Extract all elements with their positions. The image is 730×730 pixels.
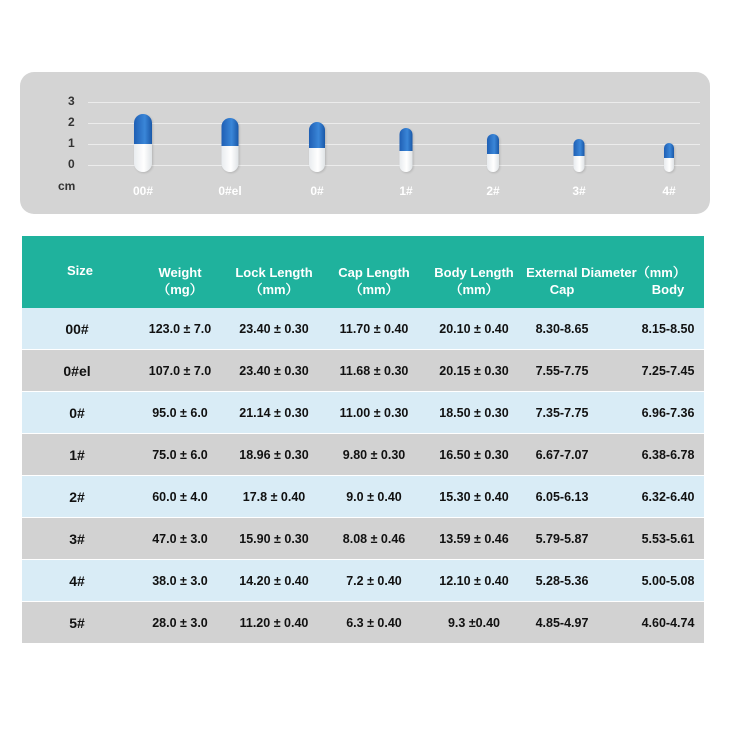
cell-lock-length: 23.40 ± 0.30 (239, 322, 309, 336)
table-body (22, 308, 704, 644)
cell-ext-diameter-cap: 6.05-6.13 (535, 490, 589, 504)
cell-lock-length: 21.14 ± 0.30 (239, 406, 309, 420)
cell-weight: 47.0 ± 3.0 (152, 532, 208, 546)
cell-cap-length: 9.80 ± 0.30 (342, 448, 406, 462)
cell-body-length: 20.15 ± 0.30 (439, 364, 509, 378)
header-weight-label: Weight (158, 265, 202, 280)
header-cap-length-label: Cap Length (338, 265, 410, 280)
table-row (22, 392, 704, 434)
capsule-body (309, 148, 325, 172)
cell-lock-length: 15.90 ± 0.30 (239, 532, 309, 546)
capsule-item (123, 72, 163, 214)
cell-ext-diameter-body: 6.32-6.40 (641, 490, 695, 504)
cell-ext-diameter-body: 8.15-8.50 (641, 322, 695, 336)
cell-size: 0# (69, 405, 85, 421)
cell-ext-diameter-body: 6.96-7.36 (641, 406, 695, 420)
header-lock-length-label: Lock Length (235, 265, 313, 280)
cell-lock-length: 18.96 ± 0.30 (239, 448, 309, 462)
capsule-illustration (574, 139, 585, 172)
header-body-length-unit: （mm） (449, 282, 499, 297)
capsule-item (559, 72, 599, 214)
capsule-cap (487, 134, 499, 154)
header-body-length-label: Body Length (434, 265, 514, 280)
header-size: Size (66, 263, 93, 278)
cell-lock-length: 11.20 ± 0.40 (239, 616, 309, 630)
capsule-cap (222, 118, 239, 146)
capsule-size-label: 0# (310, 184, 324, 198)
cell-body-length: 16.50 ± 0.30 (439, 448, 509, 462)
cell-cap-length: 8.08 ± 0.46 (342, 532, 406, 546)
cell-ext-diameter-body: 5.00-5.08 (641, 574, 695, 588)
cell-ext-diameter-cap: 5.79-5.87 (535, 532, 589, 546)
cell-size: 2# (69, 489, 85, 505)
capsule-item (297, 72, 337, 214)
table-header (22, 236, 704, 308)
cell-weight: 28.0 ± 3.0 (152, 616, 208, 630)
cell-body-length: 15.30 ± 0.40 (439, 490, 509, 504)
cell-size: 0#el (63, 363, 91, 379)
cell-body-length: 12.10 ± 0.40 (439, 574, 509, 588)
cell-cap-length: 7.2 ± 0.40 (346, 574, 402, 588)
capsule-item (473, 72, 513, 214)
cell-body-length: 13.59 ± 0.46 (439, 532, 509, 546)
cell-ext-diameter-cap: 4.85-4.97 (535, 616, 589, 630)
capsule-illustration (400, 128, 413, 172)
cell-ext-diameter-cap: 7.55-7.75 (535, 364, 589, 378)
capsule-item (649, 72, 689, 214)
cell-ext-diameter-cap: 5.28-5.36 (535, 574, 589, 588)
cell-ext-diameter-body: 5.53-5.61 (641, 532, 695, 546)
capsule-body (134, 144, 152, 172)
cell-weight: 95.0 ± 6.0 (152, 406, 208, 420)
capsule-cap (400, 128, 413, 151)
capsule-size-scale (20, 72, 710, 214)
capsule-item (386, 72, 426, 214)
tick-label: 2 (68, 115, 75, 129)
capsule-size-label: 0#el (218, 184, 242, 198)
capsule-body (664, 158, 674, 172)
tick-label: 1 (68, 136, 75, 150)
cell-weight: 123.0 ± 7.0 (148, 322, 212, 336)
cell-weight: 38.0 ± 3.0 (152, 574, 208, 588)
capsule-illustration (664, 143, 674, 172)
table-row (22, 434, 704, 476)
capsule-size-label: 3# (572, 184, 586, 198)
cell-size: 5# (69, 615, 85, 631)
header-weight-unit: （mg） (157, 282, 203, 297)
header-external-diameter: External Diameter（mm） (526, 265, 686, 280)
cell-size: 1# (69, 447, 85, 463)
cell-body-length: 18.50 ± 0.30 (439, 406, 509, 420)
cell-ext-diameter-body: 6.38-6.78 (641, 448, 695, 462)
cell-lock-length: 14.20 ± 0.40 (239, 574, 309, 588)
capsule-body (574, 156, 585, 172)
capsule-cap (134, 114, 152, 144)
capsule-size-label: 1# (399, 184, 413, 198)
capsule-illustration (309, 122, 325, 172)
cell-body-length: 20.10 ± 0.40 (439, 322, 509, 336)
header-cap-length-unit: （mm） (349, 282, 399, 297)
capsule-size-label: 2# (486, 184, 500, 198)
table-row (22, 350, 704, 392)
cell-ext-diameter-cap: 8.30-8.65 (535, 322, 589, 336)
capsule-size-label: 00# (132, 184, 154, 198)
table-row (22, 476, 704, 518)
cell-cap-length: 11.70 ± 0.40 (339, 322, 409, 336)
cell-size: 3# (69, 531, 85, 547)
cell-cap-length: 9.0 ± 0.40 (346, 490, 402, 504)
table-row (22, 518, 704, 560)
cell-cap-length: 6.3 ± 0.40 (346, 616, 402, 630)
unit-label: cm (58, 179, 76, 193)
capsule-spec-table (22, 236, 704, 644)
header-lock-length-unit: （mm） (249, 282, 299, 297)
cell-ext-diameter-body: 4.60-4.74 (641, 616, 695, 630)
cell-ext-diameter-cap: 7.35-7.75 (535, 406, 589, 420)
cell-ext-diameter-body: 7.25-7.45 (641, 364, 695, 378)
tick-label: 0 (68, 157, 75, 171)
cell-lock-length: 23.40 ± 0.30 (239, 364, 309, 378)
cell-body-length: 9.3 ±0.40 (447, 616, 501, 630)
capsule-body (222, 146, 239, 172)
tick-label: 3 (68, 94, 75, 108)
cell-weight: 60.0 ± 4.0 (152, 490, 208, 504)
cell-weight: 107.0 ± 7.0 (148, 364, 212, 378)
cell-lock-length: 17.8 ± 0.40 (242, 490, 306, 504)
capsule-body (487, 154, 499, 172)
cell-ext-diameter-cap: 6.67-7.07 (535, 448, 589, 462)
capsule-illustration (134, 114, 152, 172)
capsule-cap (309, 122, 325, 148)
capsule-size-label: 4# (662, 184, 676, 198)
capsule-illustration (487, 134, 499, 172)
header-ext-body: Body (651, 282, 685, 297)
capsule-cap (664, 143, 674, 158)
cell-size: 4# (69, 573, 85, 589)
cell-weight: 75.0 ± 6.0 (152, 448, 208, 462)
capsule-illustration (222, 118, 239, 172)
cell-cap-length: 11.00 ± 0.30 (339, 406, 409, 420)
table-row (22, 560, 704, 602)
cell-cap-length: 11.68 ± 0.30 (339, 364, 409, 378)
header-ext-cap: Cap (549, 282, 575, 297)
table-row (22, 602, 704, 644)
capsule-item (210, 72, 250, 214)
table-row (22, 308, 704, 350)
capsule-cap (574, 139, 585, 156)
capsule-body (400, 151, 413, 172)
cell-size: 00# (65, 321, 89, 337)
